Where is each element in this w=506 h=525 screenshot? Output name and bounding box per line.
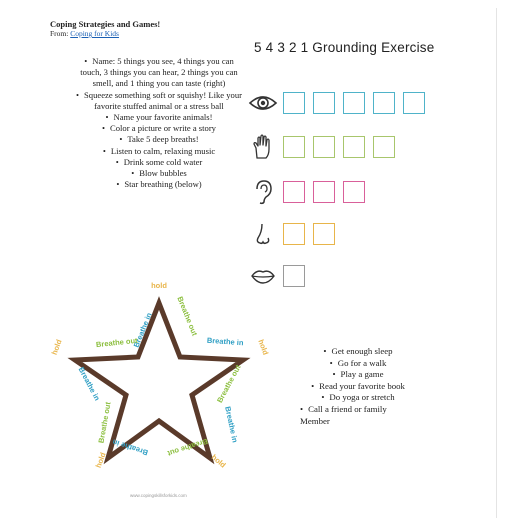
breathe-in-label: Breathe in — [206, 335, 244, 348]
grounding-title: 5 4 3 2 1 Grounding Exercise — [254, 40, 435, 55]
breathe-out-label: Breathe out — [96, 401, 113, 444]
checkbox[interactable] — [313, 136, 335, 158]
checkbox[interactable] — [343, 92, 365, 114]
checkbox[interactable] — [403, 92, 425, 114]
checkbox[interactable] — [283, 223, 305, 245]
strategy-list-top — [74, 56, 244, 190]
grounding-row-see — [248, 89, 433, 117]
checkbox[interactable] — [283, 181, 305, 203]
checkbox[interactable] — [343, 136, 365, 158]
breathe-in-label: Breathe in — [76, 365, 102, 403]
breathe-in-label: Breathe in — [131, 311, 154, 349]
breathe-out-label: Breathe out — [166, 436, 209, 459]
source-line — [50, 29, 119, 38]
list-item: • Go for a walk — [300, 358, 416, 370]
checkbox[interactable] — [373, 136, 395, 158]
list-item: • Squeeze something soft or squishy! Like your favorite stuffed animal or a stress ball — [74, 90, 244, 112]
list-item: • Listen to calm, relaxing music — [74, 146, 244, 157]
breathe-in-label: Breathe in — [223, 405, 240, 444]
grounding-row-hear — [248, 178, 373, 206]
list-item: • Do yoga or stretch — [300, 392, 416, 404]
breathe-in-label: Breathe in — [111, 437, 150, 458]
hold-label: hold — [209, 452, 228, 470]
checkbox[interactable] — [283, 92, 305, 114]
checkbox[interactable] — [313, 181, 335, 203]
checkbox[interactable] — [283, 136, 305, 158]
list-item: • Read your favorite book — [300, 381, 416, 393]
checkbox[interactable] — [343, 181, 365, 203]
list-item: • Get enough sleep — [300, 346, 416, 358]
checkbox[interactable] — [283, 265, 305, 287]
list-item: • Star breathing (below) — [74, 179, 244, 190]
breathe-out-label: Breathe out — [95, 335, 138, 350]
list-item: • Name your favorite animals! — [74, 112, 244, 123]
checkbox[interactable] — [313, 92, 335, 114]
list-item: • Take 5 deep breaths! — [74, 134, 244, 145]
list-item: • Drink some cold water — [74, 157, 244, 168]
source-link[interactable]: Coping for Kids — [70, 29, 119, 38]
list-item: • Blow bubbles — [74, 168, 244, 179]
checkbox[interactable] — [373, 92, 395, 114]
list-item: • Name: 5 things you see, 4 things you can touch, 3 things you can hear, 2 things you can smell, and 1 thing you can taste (right) — [74, 56, 244, 90]
list-item: • Play a game — [300, 369, 416, 381]
hand-icon — [248, 133, 278, 161]
ear-icon — [248, 178, 278, 206]
hold-label: hold — [49, 338, 64, 357]
page-title: Coping Strategies and Games! — [50, 19, 161, 29]
grounding-row-touch — [248, 133, 403, 161]
footer-url: www.copingskillsforkids.com — [130, 493, 187, 498]
list-item: • Call a friend or family Member — [300, 404, 416, 427]
eye-icon — [248, 89, 278, 117]
breathe-out-label: Breathe out — [175, 295, 200, 338]
breathe-out-label: Breathe out — [215, 363, 243, 405]
strategy-list-bottom — [300, 346, 416, 427]
hold-label: hold — [151, 281, 167, 290]
nose-icon — [248, 220, 278, 248]
hold-label: hold — [256, 338, 271, 357]
hold-label: hold — [93, 451, 108, 470]
list-item: • Color a picture or write a story — [74, 123, 244, 134]
grounding-row-smell — [248, 220, 343, 248]
from-label: From: — [50, 29, 69, 38]
star-breathing-diagram — [45, 273, 275, 473]
checkbox[interactable] — [313, 223, 335, 245]
